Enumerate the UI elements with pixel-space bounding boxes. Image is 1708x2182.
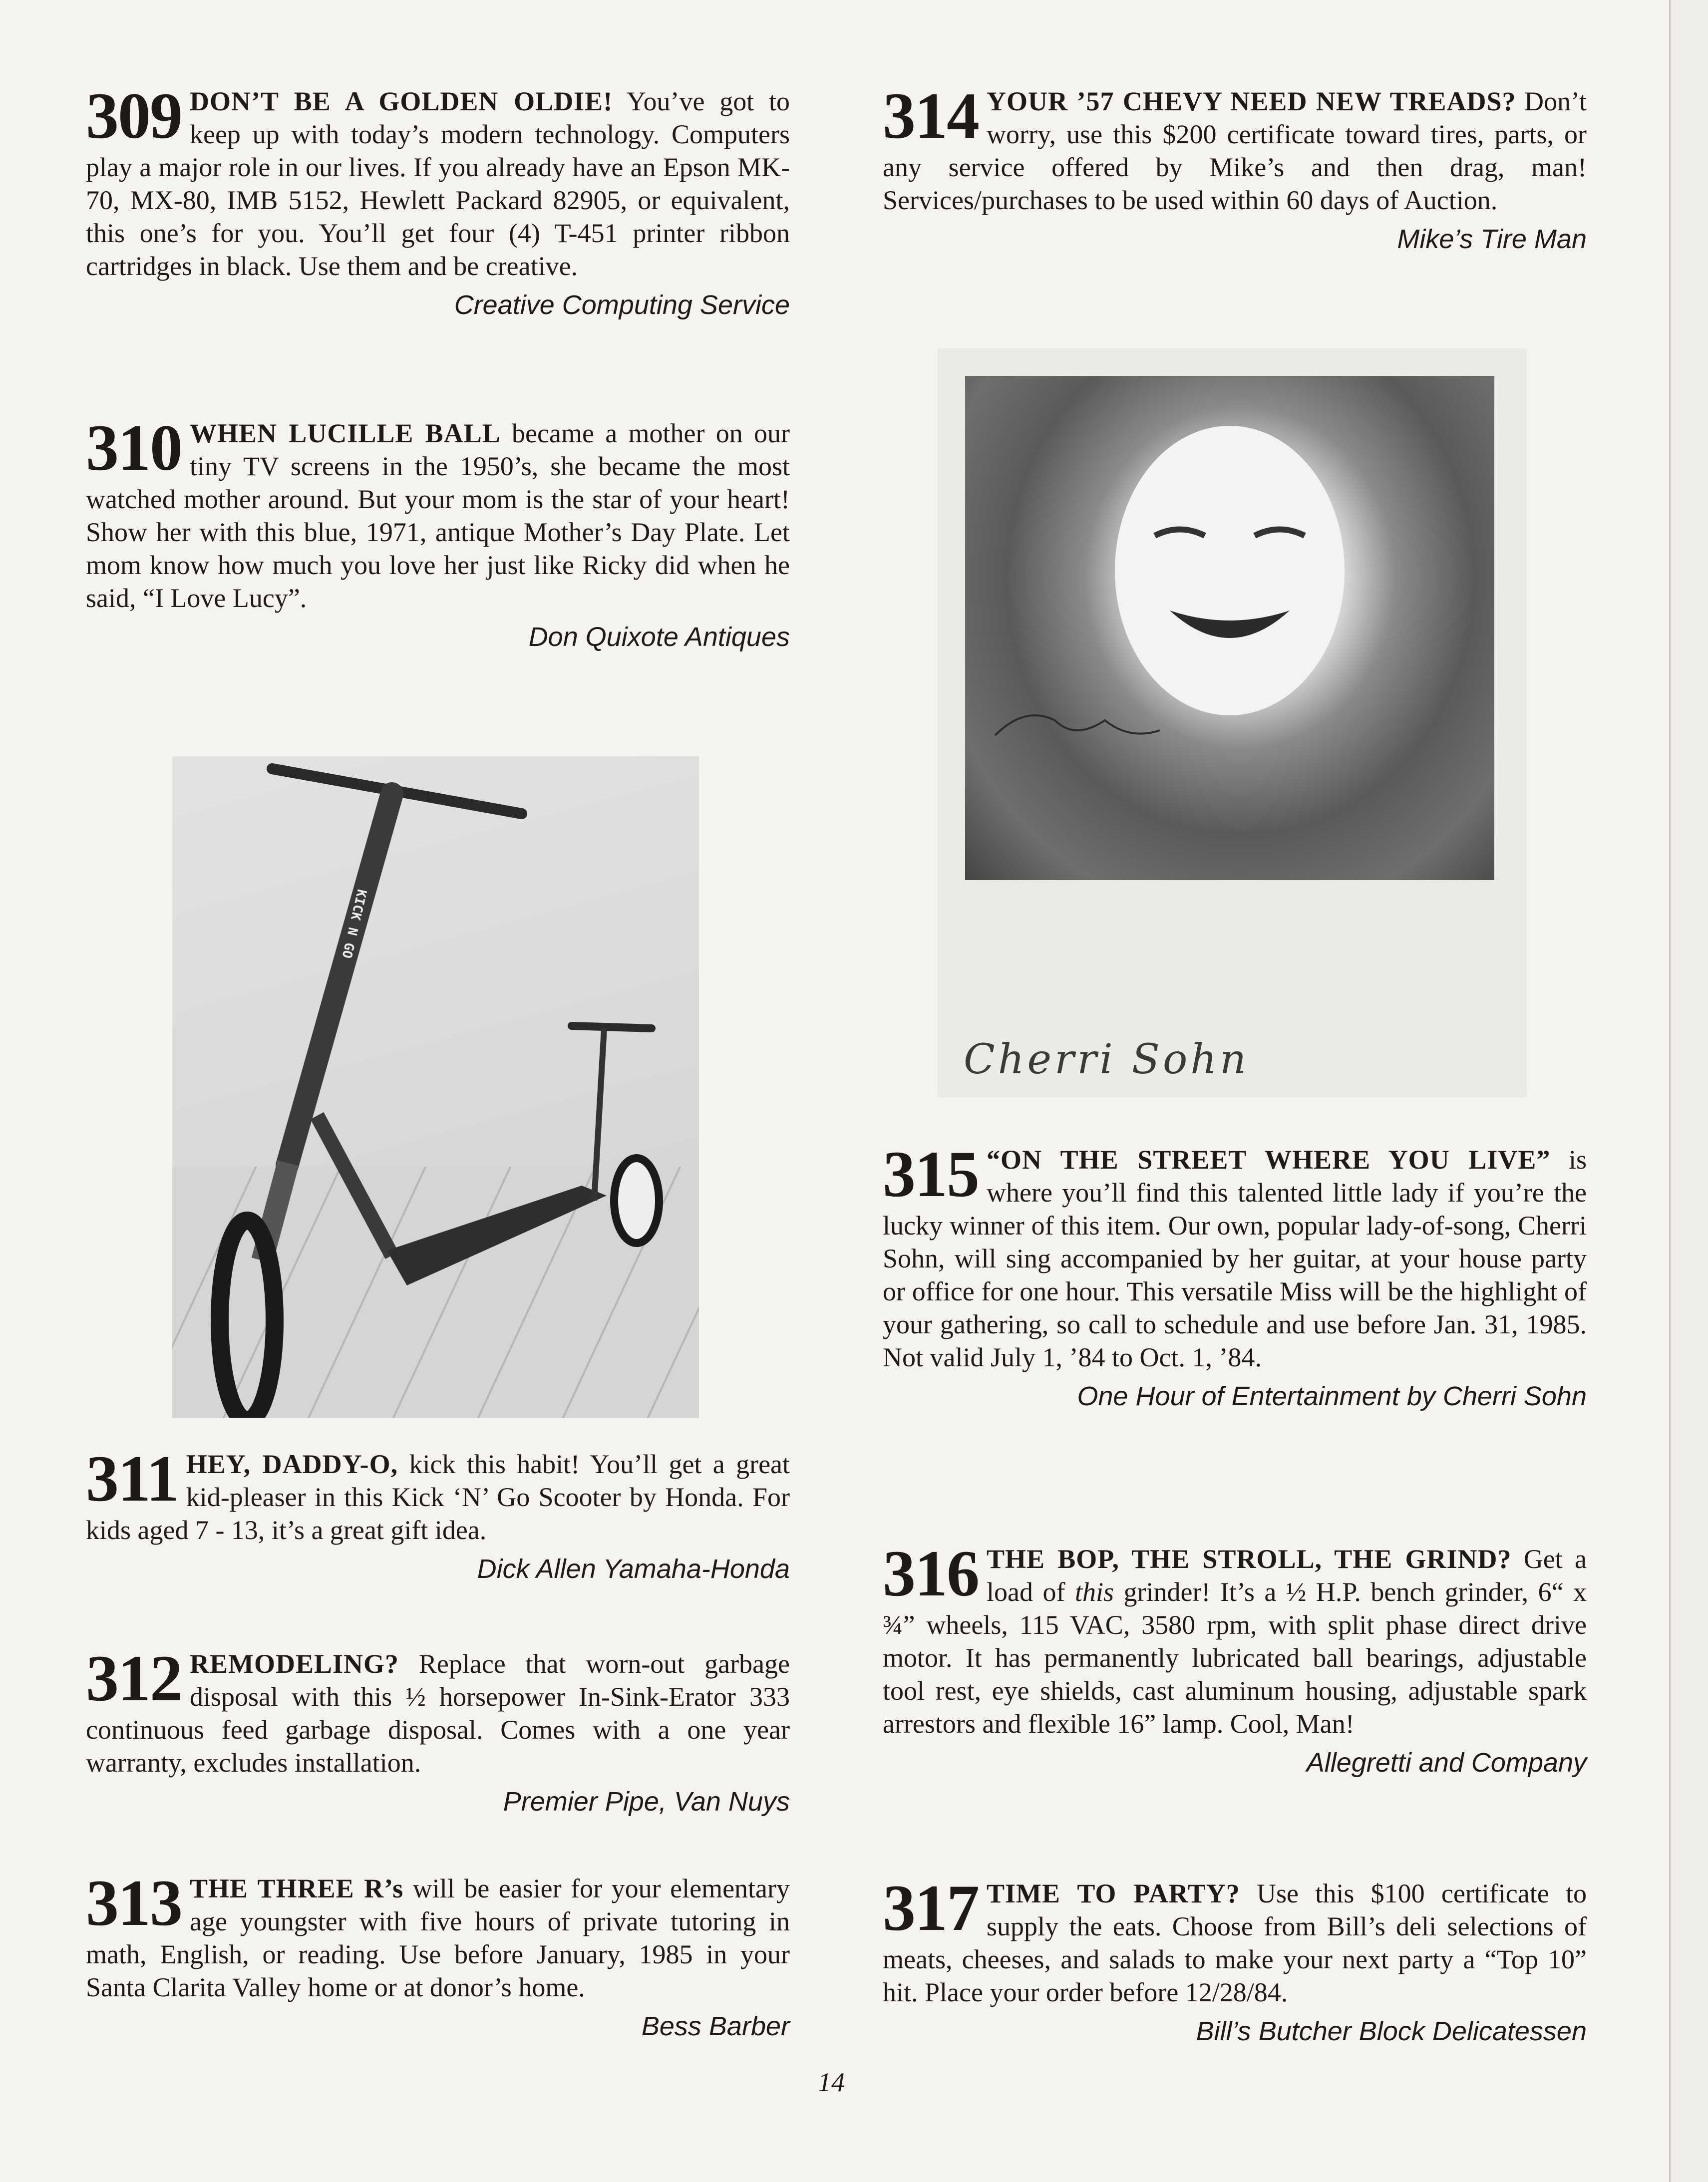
item-headline: THE BOP, THE STROLL, THE GRIND? (987, 1544, 1512, 1574)
lot-number: 317 (883, 1871, 979, 1944)
auction-item-309 (86, 79, 790, 321)
item-headline: YOUR ’57 CHEVY NEED NEW TREADS? (987, 86, 1516, 116)
item-headline: DON’T BE A GOLDEN OLDIE! (190, 86, 613, 116)
scooter-kick-rod (594, 1028, 604, 1201)
lot-number: 316 (883, 1537, 979, 1610)
scooter-photo (172, 756, 699, 1418)
auction-item-312 (86, 1641, 790, 1818)
item-donor: Allegretti and Company (1306, 1748, 1587, 1778)
item-headline: WHEN LUCILLE BALL (190, 418, 501, 448)
auction-item-311 (86, 1442, 790, 1585)
item-body-pre: Get a load of (987, 1544, 1587, 1607)
item-donor: Premier Pipe, Van Nuys (503, 1787, 790, 1817)
item-headline: REMODELING? (190, 1649, 399, 1679)
scooter-illustration (172, 756, 699, 1418)
scooter-deck (387, 1186, 607, 1285)
scooter-kick-handle (572, 1026, 652, 1028)
lot-number: 311 (86, 1442, 178, 1515)
lot-number: 312 (86, 1641, 182, 1715)
item-text (883, 1137, 1587, 1413)
item-text (86, 1641, 790, 1818)
scooter-stem (287, 794, 392, 1166)
auction-item-317 (883, 1871, 1587, 2048)
scooter-brace (317, 1116, 392, 1255)
lot-number: 315 (883, 1137, 979, 1211)
page-number: 14 (818, 2067, 845, 2097)
portrait-image (965, 376, 1494, 880)
lot-number: 313 (86, 1866, 182, 1939)
item-body: You’ve got to keep up with today’s modern technology. Computers play a major role in our lives. If you already have an Epson MK-70, MX-80, IMB 5152, Hewlett Packard 82905, or equivalent, this one’s for you. You’ll get four (4) T-451 printer ribbon cartridges in black. Use them and be creative. (86, 86, 790, 281)
item-text (86, 1866, 790, 2043)
item-body-emphasis: this (1074, 1577, 1114, 1607)
lot-number: 310 (86, 411, 182, 484)
item-body: will be easier for your elementary age youngster with five hours of private tutoring in math, English, or reading. Use before January, 1985 in your Santa Clarita Valley home or at donor’s home. (86, 1873, 790, 2002)
item-donor: Bill’s Butcher Block Delicatessen (1196, 2016, 1587, 2046)
auction-item-315 (883, 1137, 1587, 1413)
item-donor: One Hour of Entertainment by Cherri Sohn (1077, 1381, 1587, 1411)
auction-item-313 (86, 1866, 790, 2043)
item-text (86, 1442, 790, 1585)
item-body: is where you’ll find this talented little lady if you’re the lucky winner of this item. Our own, popular lady-of-song, Cherri Sohn, will sing accompanied by her guitar, at your house party or office for one hour. This versatile Miss will be the highlight of your gathering, so call to schedule and use before Jan. 31, 1985. Not valid July 1, ’84 to Oct. 1, ’84. (883, 1145, 1587, 1372)
page-gutter-edge (1669, 0, 1708, 2182)
item-donor: Creative Computing Service (454, 290, 790, 320)
item-headline: TIME TO PARTY? (987, 1878, 1240, 1908)
item-body: Use this $100 certificate to supply the eats. Choose from Bill’s deli selections of meats, cheeses, and salads to make your next party a “Top 10” hit. Place your order before 12/28/84. (883, 1878, 1587, 2007)
item-donor: Mike’s Tire Man (1397, 224, 1587, 254)
item-body: Don’t worry, use this $200 certificate toward tires, parts, or any service offered by Mike’s and then drag, man! Services/purchases to be used within 60 days of Auction. (883, 86, 1587, 215)
item-text (883, 1537, 1587, 1779)
lot-number: 309 (86, 79, 182, 152)
item-donor: Bess Barber (641, 2011, 790, 2041)
item-donor: Don Quixote Antiques (528, 622, 790, 652)
scooter-rear-wheel (614, 1158, 659, 1243)
scooter-brand-label: KICK N GO (339, 888, 369, 960)
item-headline: “ON THE STREET WHERE YOU LIVE” (987, 1145, 1551, 1175)
item-headline: THE THREE R’s (190, 1873, 404, 1903)
item-text (883, 1871, 1587, 2048)
item-headline: HEY, DADDY-O, (186, 1449, 398, 1479)
face-shape (1115, 426, 1345, 715)
portrait-illustration (965, 376, 1494, 880)
auction-item-314 (883, 79, 1587, 256)
scooter-front-wheel (220, 1221, 275, 1418)
item-donor: Dick Allen Yamaha-Honda (477, 1554, 790, 1584)
lot-number: 314 (883, 79, 979, 152)
item-body: kick this habit! You’ll get a great kid-pleaser in this Kick ‘N’ Go Scooter by Honda. For kids aged 7 - 13, it’s a great gift idea. (86, 1449, 790, 1545)
item-text (86, 411, 790, 653)
portrait-photo (938, 348, 1527, 1097)
auction-item-316 (883, 1537, 1587, 1779)
portrait-caption: Cherri Sohn (964, 1036, 1249, 1083)
autograph-scribble (995, 715, 1160, 735)
item-body-post: grinder! It’s a ½ H.P. bench grinder, 6“ x ¾” wheels, 115 VAC, 3580 rpm, with split phase direct drive motor. It has permanently lubricated ball bearings, adjustable tool rest, eye shields, cast aluminum housing, adjustable spark arrestors and flexible 16” lamp. Cool, Man! (883, 1577, 1587, 1739)
auction-item-310 (86, 411, 790, 653)
item-text (86, 79, 790, 321)
item-text (883, 79, 1587, 256)
item-body: became a mother on our tiny TV screens in the 1950’s, she became the most watched mother around. But your mom is the star of your heart! Show her with this blue, 1971, antique Mother’s Day Plate. Let mom know how much you love her just like Ricky did when he said, “I Love Lucy”. (86, 418, 790, 613)
item-body: Replace that worn-out garbage disposal with this ½ horsepower In-Sink-Erator 333 continuous feed garbage disposal. Comes with a one year warranty, excludes installation. (86, 1649, 790, 1778)
